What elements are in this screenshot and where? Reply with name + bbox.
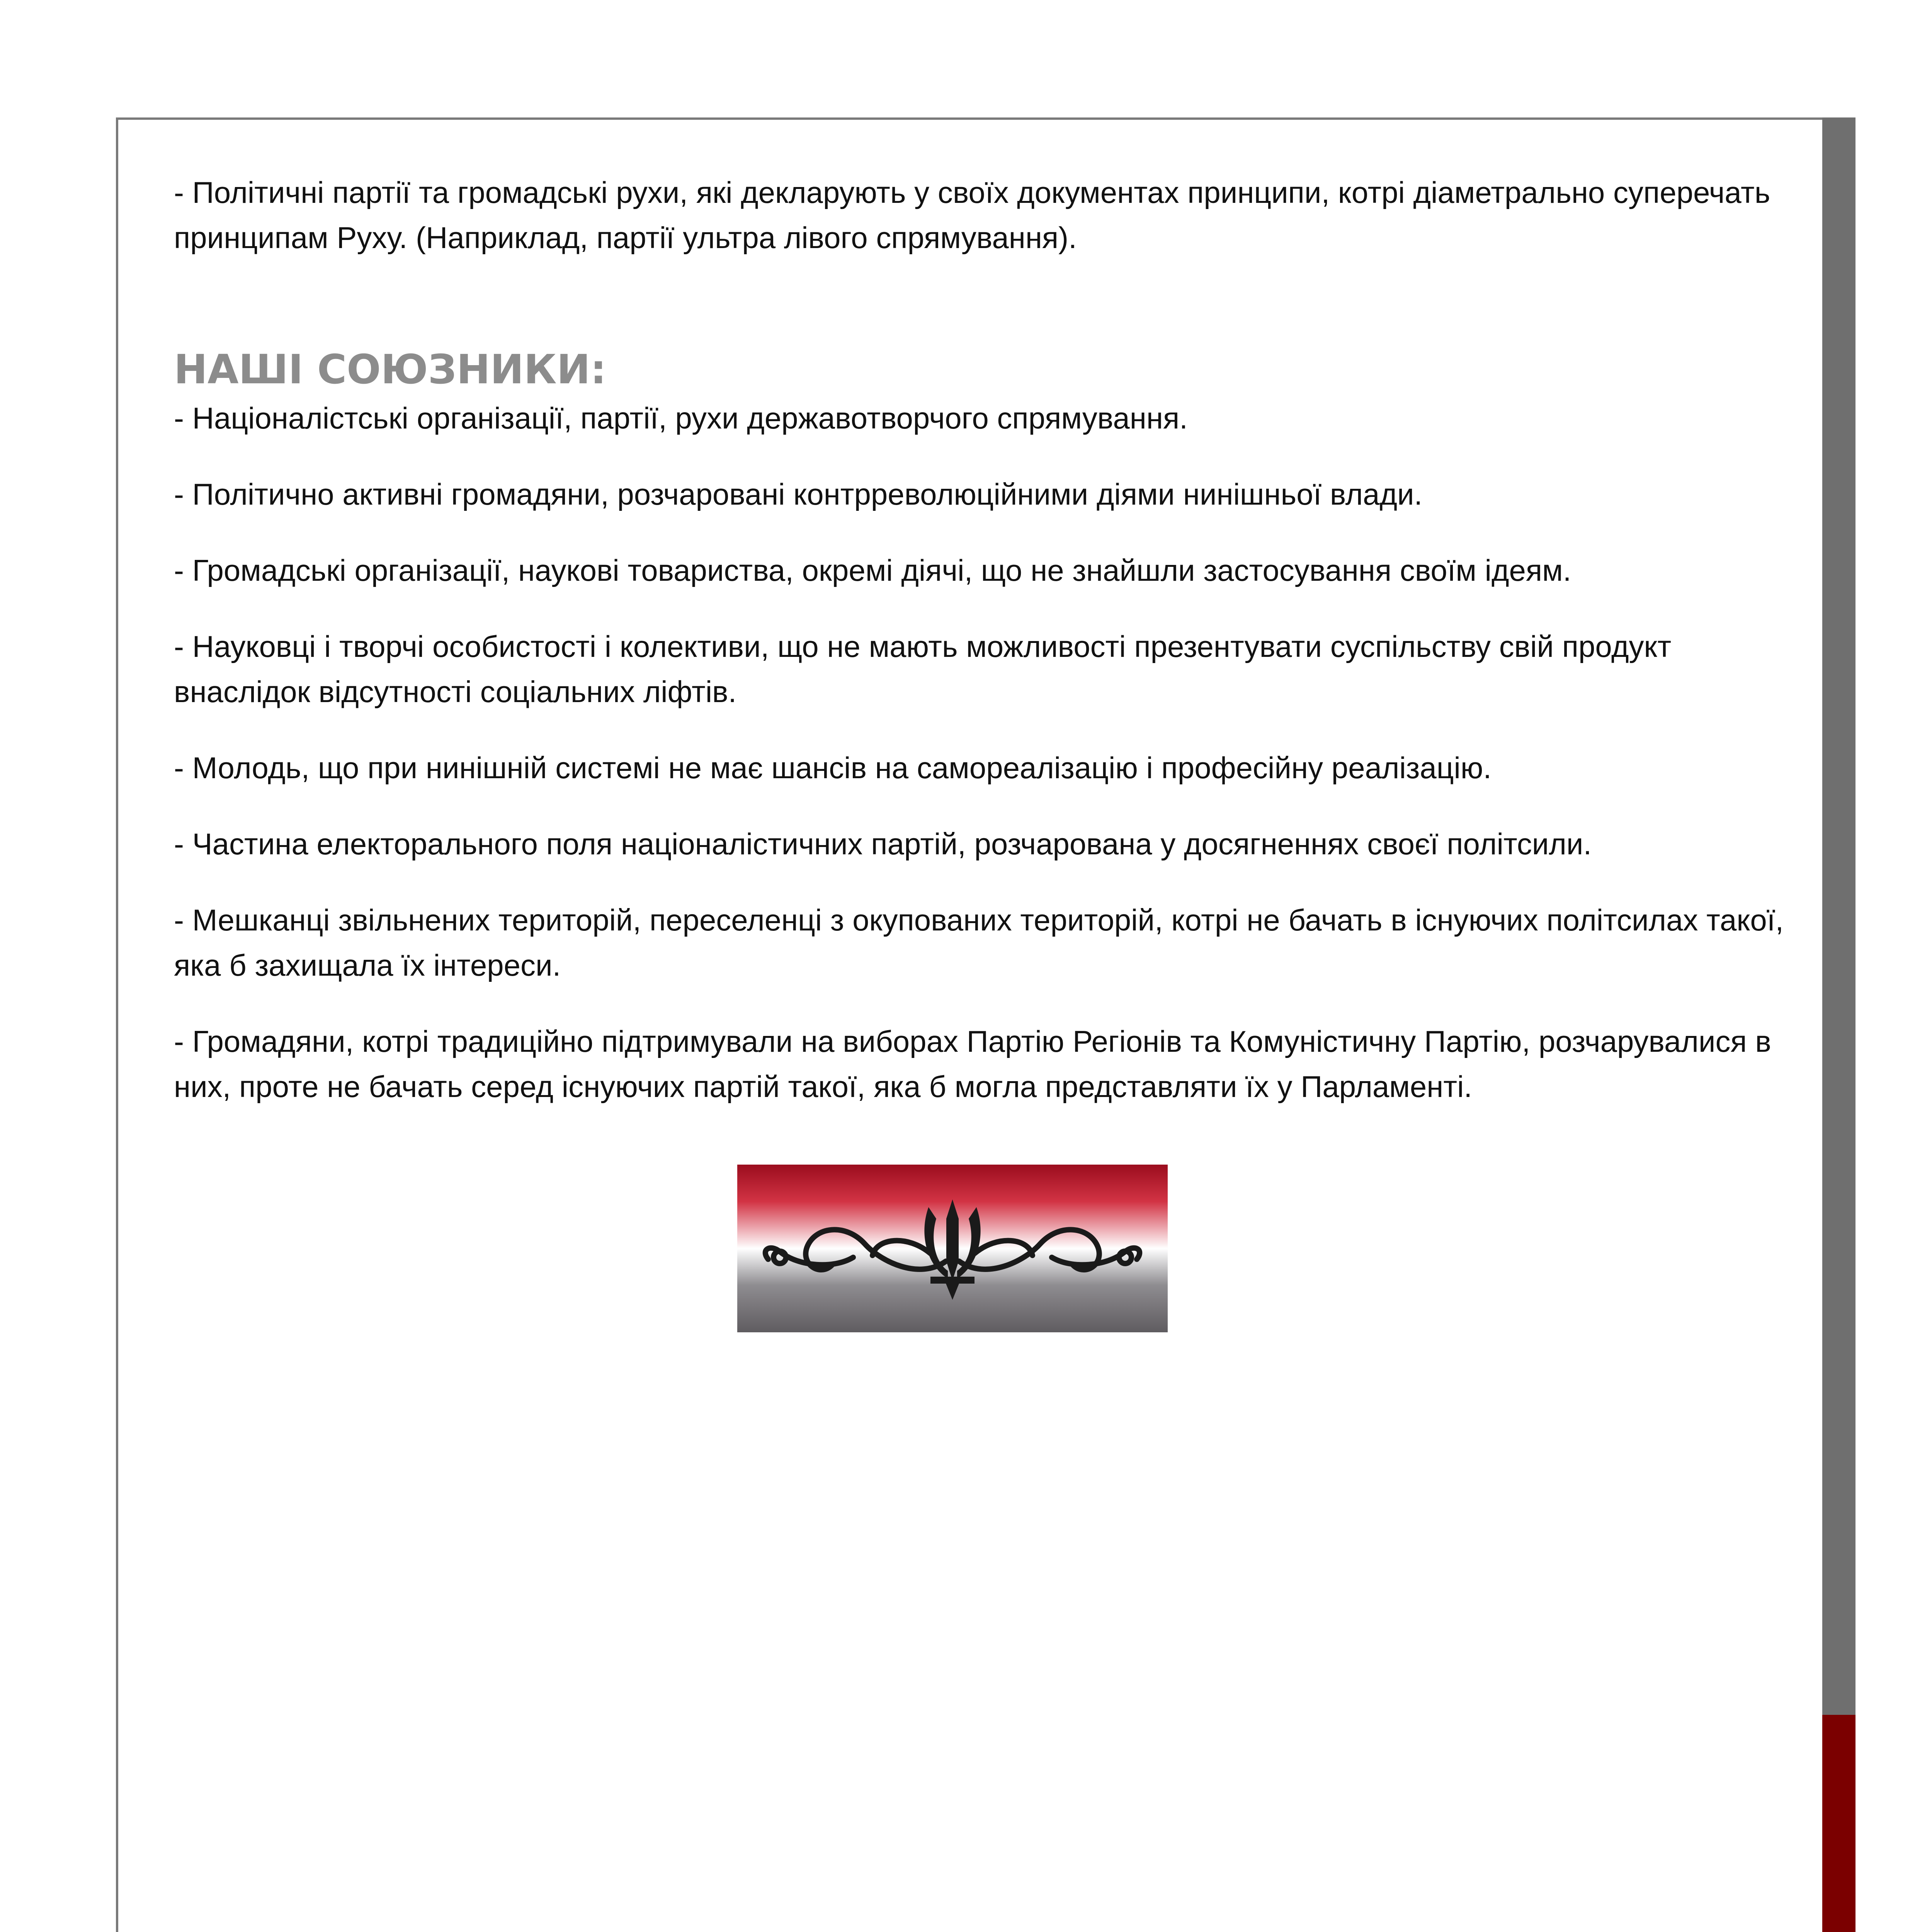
allies-list xyxy=(174,396,1797,1109)
allies-heading: НАШІ СОЮЗНИКИ: xyxy=(174,346,607,393)
sidebar-red-bar xyxy=(1822,1715,1855,1932)
intro-paragraph: - Політичні партії та громадські рухи, які декларують у своїх документах принципи, котрі діаметрально суперечать принципам Руху. (Наприклад, партії ультра лівого спрямування). xyxy=(174,175,1770,255)
trident-ornament-icon xyxy=(737,1165,1168,1332)
sidebar-gray-bar xyxy=(1822,117,1855,1715)
page-content xyxy=(174,170,1797,1140)
ally-item: - Мешканці звільнених територій, переселенці з окупованих територій, котрі не бачать в існуючих політсилах такої, яка б захищала їх інтереси. xyxy=(174,903,1784,982)
ally-item: - Націоналістські організації, партії, рухи державотворчого спрямування. xyxy=(174,401,1188,435)
ally-item: - Громадські організації, наукові товариства, окремі діячі, що не знайшли застосування своїм ідеям. xyxy=(174,553,1571,587)
ally-item: - Громадяни, котрі традиційно підтримували на виборах Партію Регіонів та Комуністичну Партію, розчарувалися в них, проте не бачать серед існуючих партій такої, яка б могла представляти їх у Парламенті. xyxy=(174,1024,1771,1104)
ally-item: - Частина електорального поля націоналістичних партій, розчарована у досягненнях своєї політсили. xyxy=(174,827,1592,861)
ally-item: - Політично активні громадяни, розчаровані контрреволюційними діями нинішньої влади. xyxy=(174,477,1423,511)
ally-item: - Науковці і творчі особистості і колективи, що не мають можливості презентувати суспільству свій продукт внаслідок відсутності соціальних ліфтів. xyxy=(174,629,1672,709)
ally-item: - Молодь, що при нинішній системі не має шансів на самореалізацію і професійну реалізацію. xyxy=(174,751,1492,785)
